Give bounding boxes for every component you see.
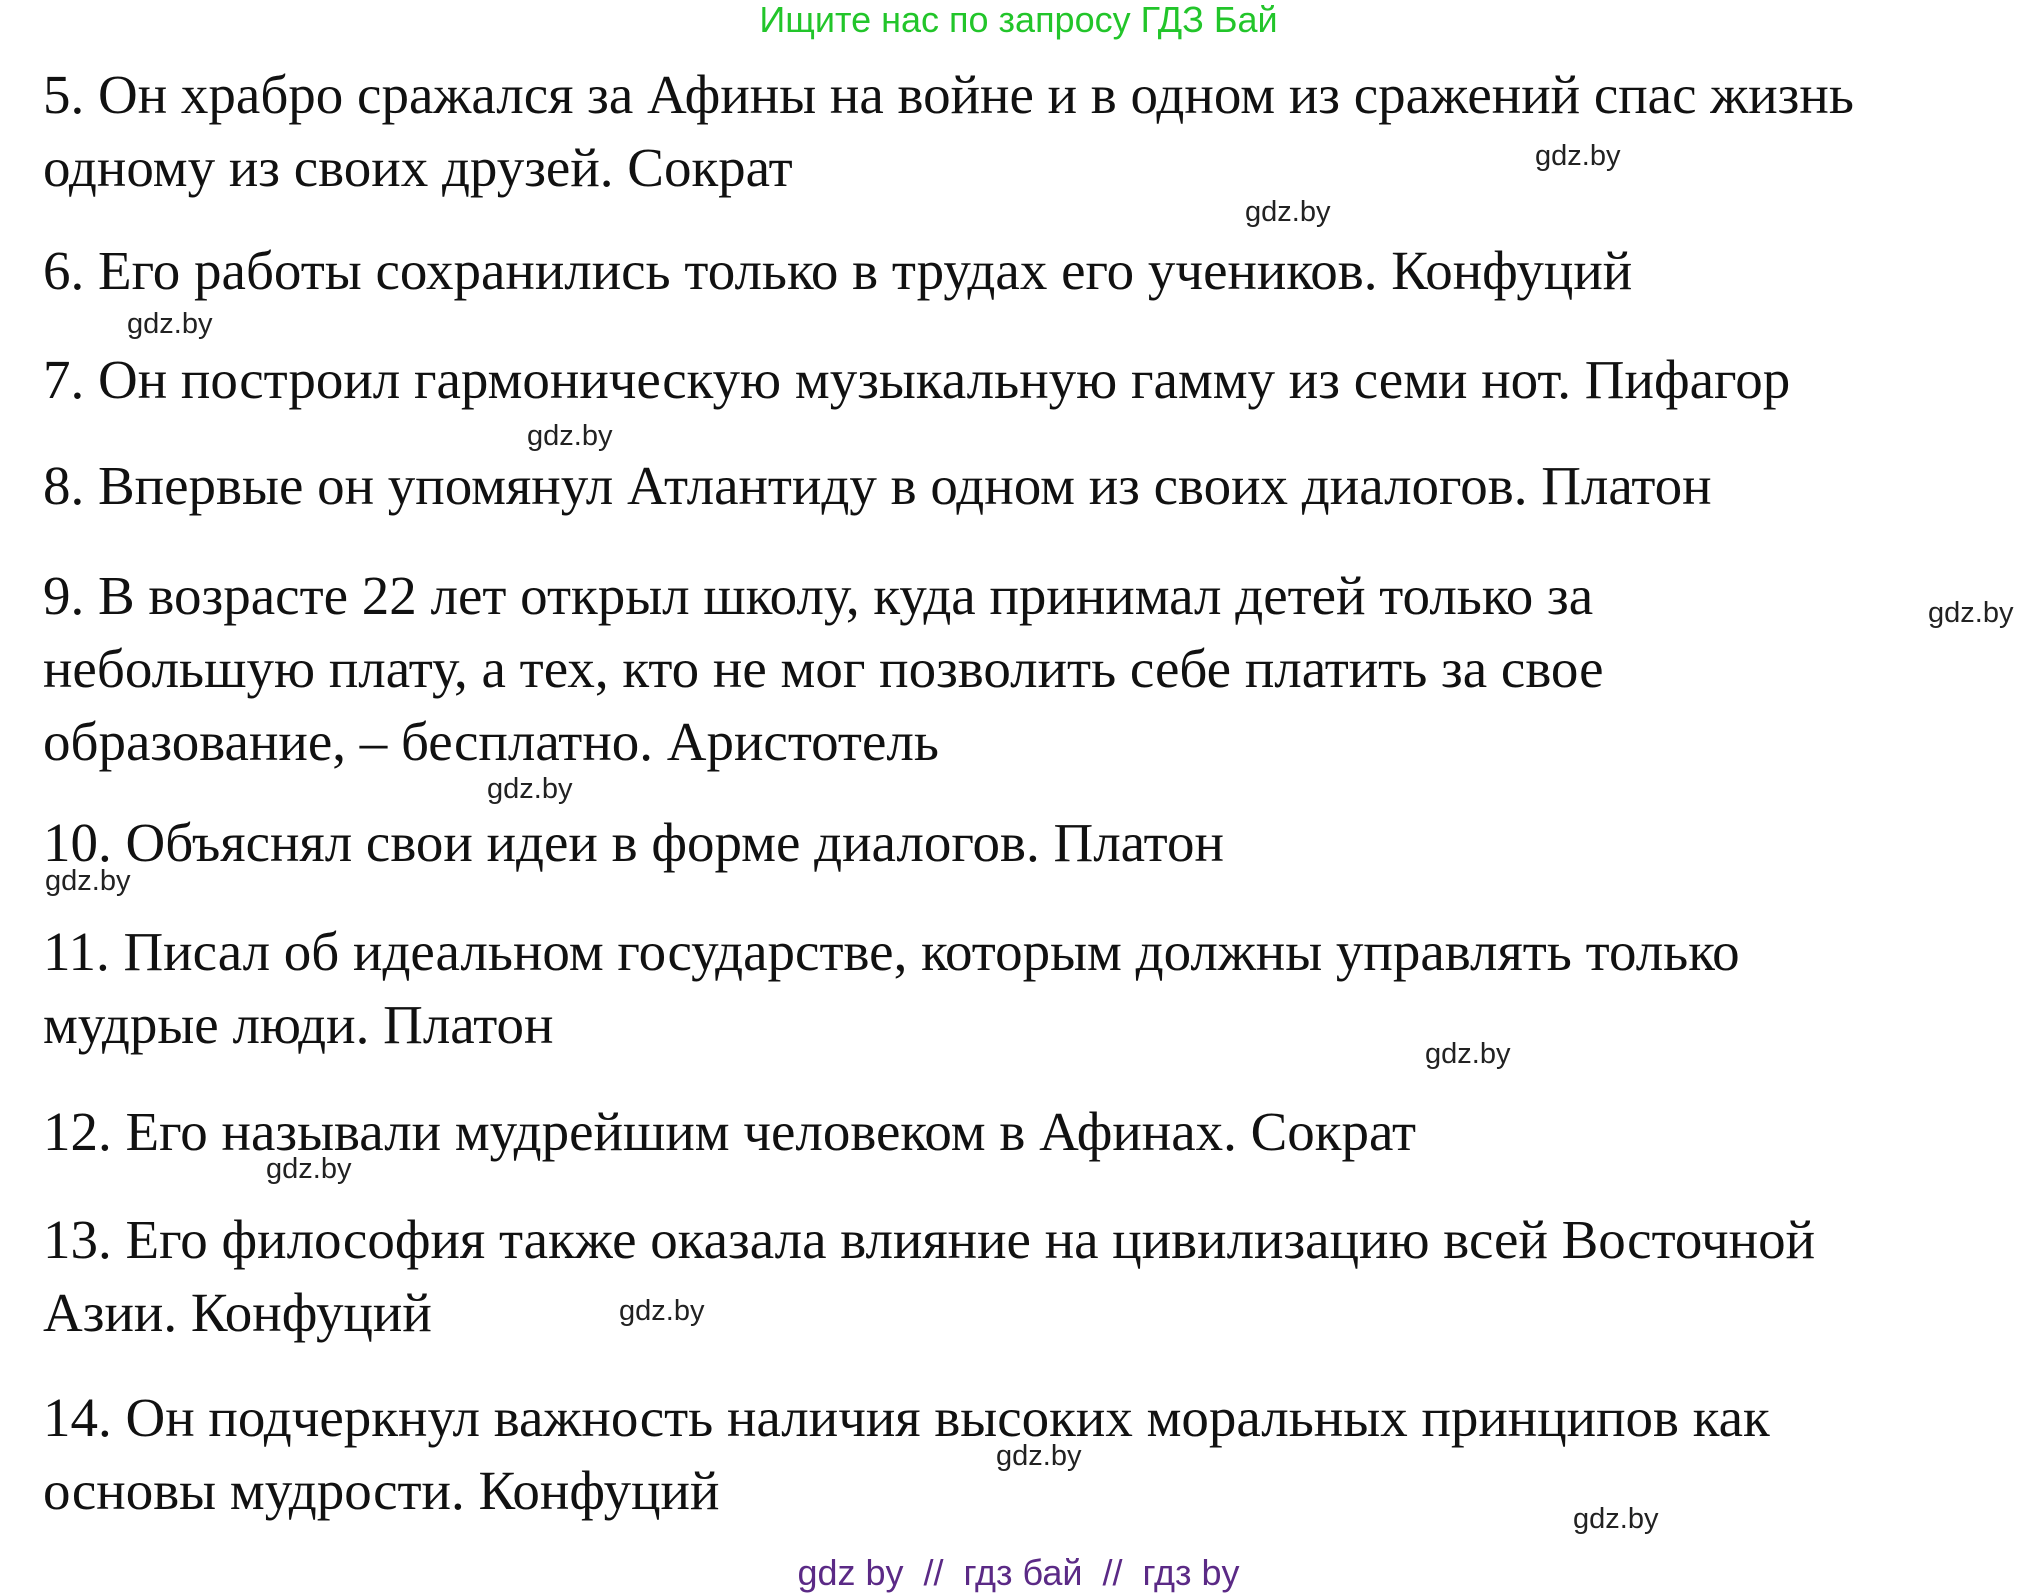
answer-line: основы мудрости. Конфуций [43,1460,720,1521]
watermark: gdz.by [619,1295,705,1327]
watermark: gdz.by [266,1153,352,1185]
watermark: gdz.by [1573,1503,1659,1535]
watermark: gdz.by [1425,1038,1511,1070]
watermark: gdz.by [1535,140,1621,172]
watermark: gdz.by [1928,597,2014,629]
footer-links: gdz by // гдз бай // гдз by [797,1552,1240,1593]
answer-item-9 [43,559,2003,778]
answer-line: 6. Его работы сохранились только в трудах его учеников. Конфуций [43,240,1633,301]
watermark: gdz.by [487,773,573,805]
answer-item-8 [43,449,2003,522]
answer-line: 14. Он подчеркнул важность наличия высоких моральных принципов как [43,1387,1770,1448]
answer-line: 8. Впервые он упомянул Атлантиду в одном из своих диалогов. Платон [43,455,1712,516]
answer-line: 13. Его философия также оказала влияние на цивилизацию всей Восточной [43,1209,1816,1270]
answer-item-7 [43,343,2003,416]
answer-item-10 [43,806,2003,879]
watermark: gdz.by [127,308,213,340]
answer-line: 5. Он храбро сражался за Афины на войне и в одном из сражений спас жизнь [43,64,1854,125]
watermark: gdz.by [45,865,131,897]
watermark: gdz.by [996,1440,1082,1472]
answer-line: 11. Писал об идеальном государстве, которым должны управлять только [43,921,1740,982]
answer-item-6 [43,234,2003,307]
watermark: gdz.by [527,420,613,452]
answer-line: небольшую плату, а тех, кто не мог позволить себе платить за свое [43,638,1604,699]
search-hint-banner: Ищите нас по запросу ГДЗ Бай [759,0,1278,40]
watermark: gdz.by [1245,196,1331,228]
answer-line: 9. В возрасте 22 лет открыл школу, куда принимал детей только за [43,565,1594,626]
answer-line: 12. Его называли мудрейшим человеком в Афинах. Сократ [43,1101,1417,1162]
answer-item-13 [43,1203,2003,1349]
answer-item-5 [43,58,2003,204]
answer-line: одному из своих друзей. Сократ [43,137,793,198]
answer-line: 7. Он построил гармоническую музыкальную гамму из семи нот. Пифагор [43,349,1791,410]
answer-line: образование, – бесплатно. Аристотель [43,711,939,772]
answer-line: Азии. Конфуций [43,1282,432,1343]
answer-item-11 [43,915,2003,1061]
answer-line: мудрые люди. Платон [43,994,554,1055]
answer-line: 10. Объяснял свои идеи в форме диалогов. Платон [43,812,1224,873]
